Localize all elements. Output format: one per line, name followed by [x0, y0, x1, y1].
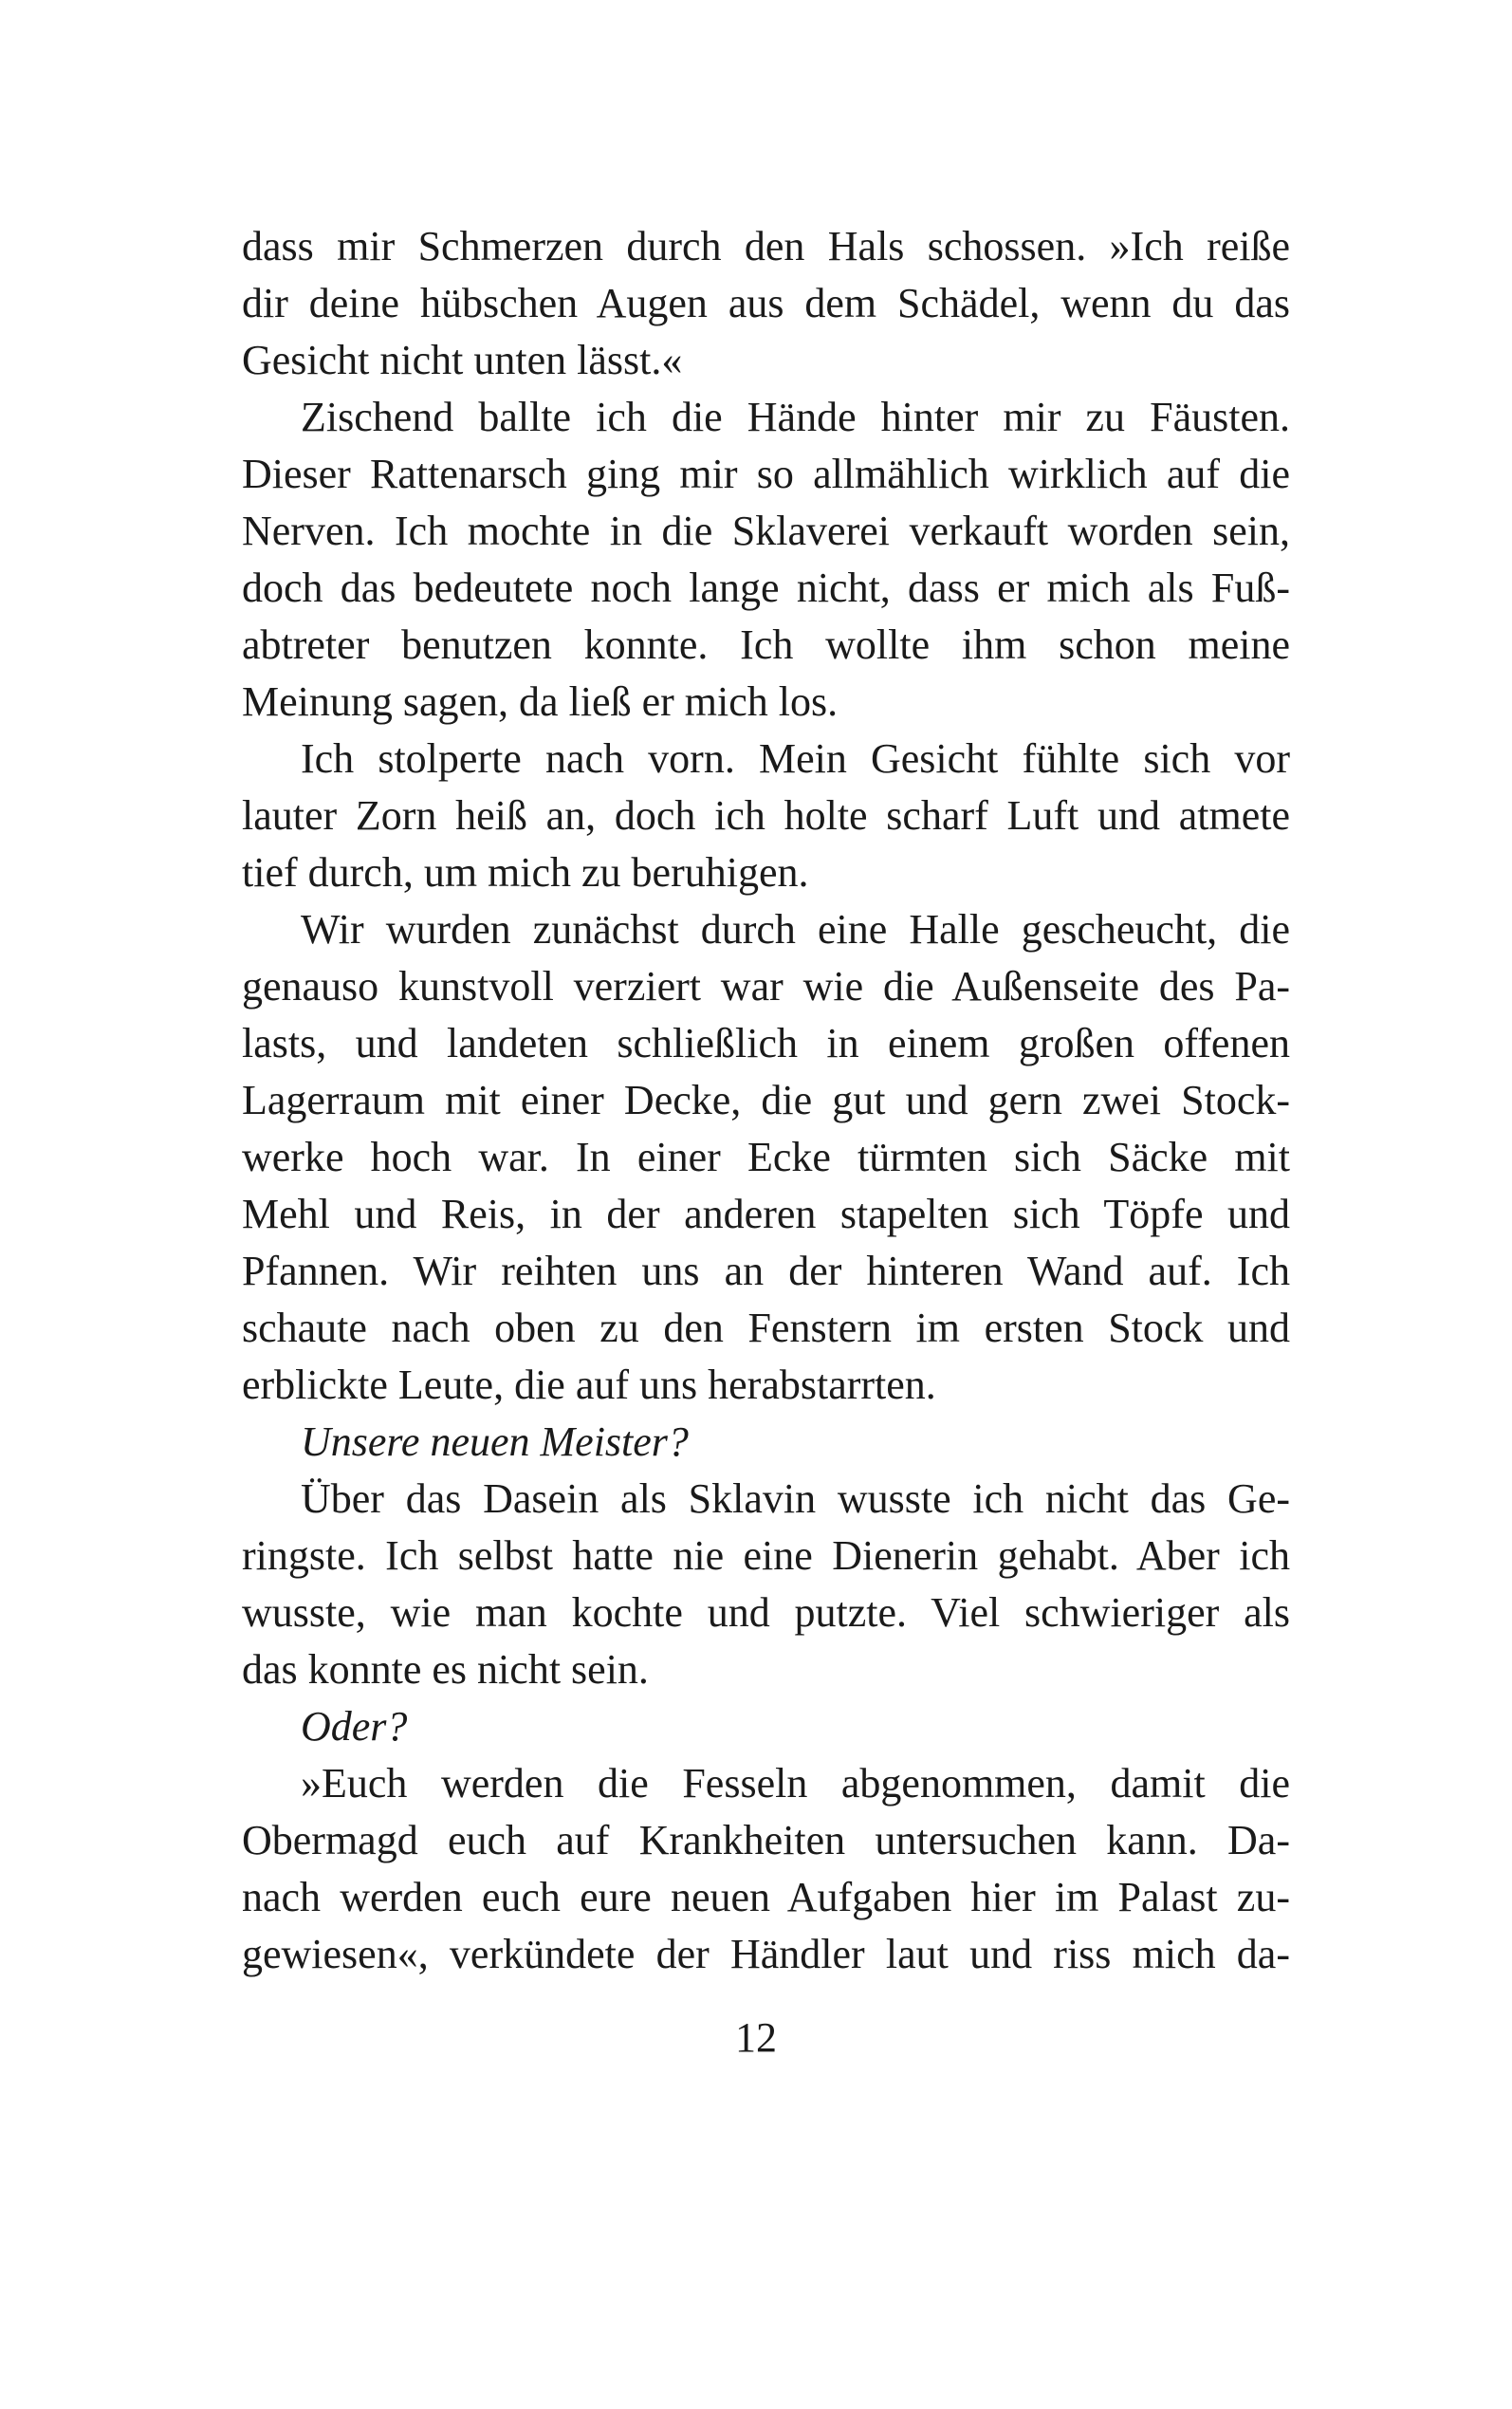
text-line: das konnte es nicht sein. [242, 1646, 649, 1693]
text-line: abtreter benutzen konnte. Ich wollte ihm schon meine [242, 621, 1290, 668]
text-line: Zischend ballte ich die Hände hinter mir zu Fäusten. [301, 394, 1290, 440]
text-line: Ich stolperte nach vorn. Mein Gesicht fühlte sich vor [301, 735, 1290, 782]
text-line: lasts, und landeten schließlich in einem großen offenen [242, 1020, 1290, 1066]
text-line: schaute nach oben zu den Fenstern im ersten Stock und [242, 1305, 1290, 1351]
text-line: dass mir Schmerzen durch den Hals schossen. »Ich reiße [242, 223, 1290, 269]
text-line: Wir wurden zunächst durch eine Halle gescheucht, die [301, 906, 1290, 953]
text-line: doch das bedeutete noch lange nicht, dass er mich als Fuß- [242, 565, 1290, 611]
text-line: werke hoch war. In einer Ecke türmten sich Säcke mit [242, 1134, 1290, 1180]
text-line: Dieser Rattenarsch ging mir so allmählich wirklich auf die [242, 451, 1290, 497]
text-line: Pfannen. Wir reihten uns an der hinteren Wand auf. Ich [242, 1248, 1290, 1294]
text-line: lauter Zorn heiß an, doch ich holte scharf Luft und atmete [242, 792, 1290, 839]
text-line: wusste, wie man kochte und putzte. Viel schwieriger als [242, 1589, 1290, 1636]
text-line: nach werden euch eure neuen Aufgaben hier im Palast zu- [242, 1874, 1290, 1920]
text-line: ringste. Ich selbst hatte nie eine Dienerin gehabt. Aber ich [242, 1532, 1290, 1579]
text-line: genauso kunstvoll verziert war wie die Außenseite des Pa- [242, 963, 1290, 1010]
text-line: Nerven. Ich mochte in die Sklaverei verkauft worden sein, [242, 508, 1290, 554]
text-line: »Euch werden die Fesseln abgenommen, damit die [301, 1760, 1290, 1807]
text-line-italic: Oder? [301, 1703, 408, 1750]
text-line: Obermagd euch auf Krankheiten untersuchen kann. Da- [242, 1817, 1290, 1863]
text-line-italic: Unsere neuen Meister? [301, 1418, 689, 1465]
text-line: dir deine hübschen Augen aus dem Schädel, wenn du das [242, 280, 1290, 326]
text-line: Meinung sagen, da ließ er mich los. [242, 678, 839, 725]
text-line: gewiesen«, verkündete der Händler laut und riss mich da- [242, 1931, 1290, 1977]
text-line: Mehl und Reis, in der anderen stapelten sich Töpfe und [242, 1191, 1290, 1237]
text-line: Über das Dasein als Sklavin wusste ich nicht das Ge- [301, 1475, 1290, 1522]
text-line: tief durch, um mich zu beruhigen. [242, 849, 809, 896]
body-text [242, 218, 1290, 1983]
page-number: 12 [735, 2014, 777, 2061]
text-line: Gesicht nicht unten lässt.« [242, 337, 683, 383]
text-line: erblickte Leute, die auf uns herabstarrten. [242, 1362, 936, 1408]
text-line: Lagerraum mit einer Decke, die gut und gern zwei Stock- [242, 1077, 1290, 1123]
